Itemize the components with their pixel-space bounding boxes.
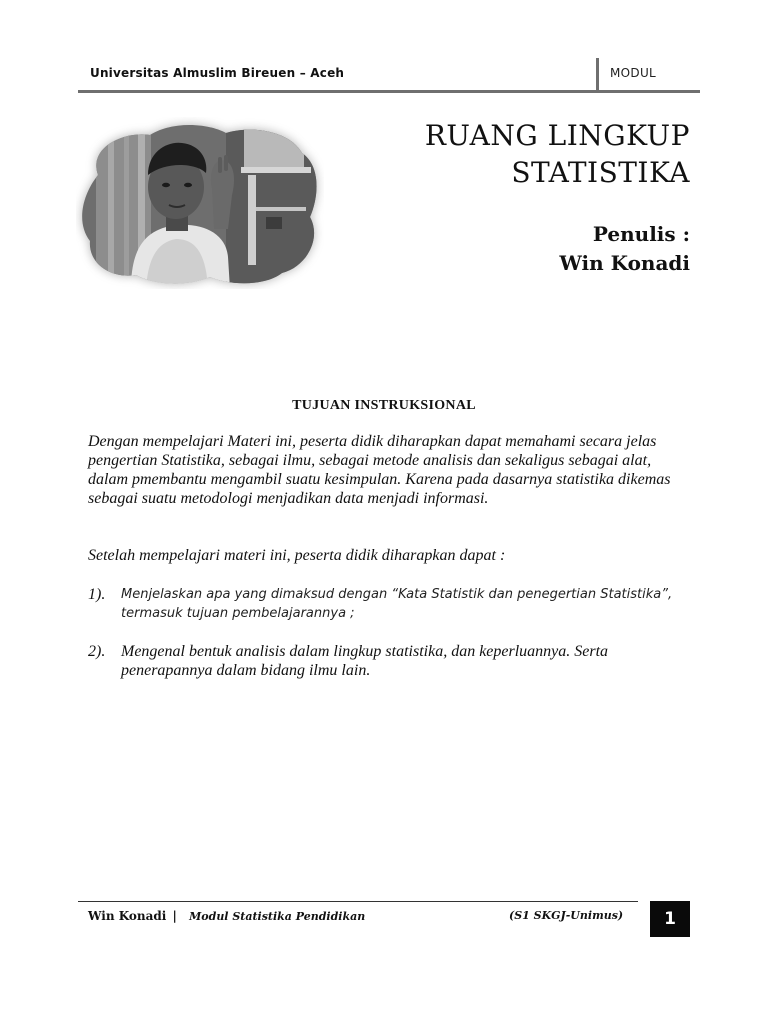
author-name: Win Konadi <box>559 251 690 275</box>
list-item-number: 1). <box>88 586 106 603</box>
footer-divider <box>78 901 638 902</box>
page-number: 1 <box>650 901 690 937</box>
title-line-1: RUANG LINGKUP <box>424 119 690 152</box>
footer-module-title: Modul Statistika Pendidikan <box>189 910 366 923</box>
document-title <box>425 117 690 191</box>
footer-left <box>88 909 365 923</box>
title-line-2: STATISTIKA <box>511 156 690 189</box>
header-divider <box>596 58 599 90</box>
list-item-number: 2). <box>88 643 106 660</box>
footer-author: Win Konadi <box>88 909 167 923</box>
author-label: Penulis : <box>592 222 690 246</box>
section-heading: TUJUAN INSTRUKSIONAL <box>292 398 476 413</box>
objectives-lead-paragraph: Setelah mempelajari materi ini, peserta didik diharapkan dapat : <box>88 547 506 564</box>
footer-separator: | <box>172 909 177 923</box>
section-label: MODUL <box>610 66 657 80</box>
intro-paragraph: Dengan mempelajari Materi ini, peserta didik diharapkan dapat memahami secara jelas pengertian Statistika, sebagai ilmu, sebagai metode analisis dan sekaligus sebagai alat, dalam pmembantu mengambil suatu kesimpulan. Karena pada dasarnya statistika dikemas sebagai suatu metodologi menjadikan data menjadi informasi. <box>88 433 671 507</box>
footer-program: (S1 SKGJ-Unimus) <box>509 909 624 922</box>
portrait-photo <box>76 117 324 289</box>
list-item-text: Menjelaskan apa yang dimaksud dengan “Kata Statistik dan penegertian Statistika”, termasuk tujuan pembelajarannya ; <box>121 587 673 621</box>
list-item-text: Mengenal bentuk analisis dalam lingkup statistika, dan keperluannya. Serta penerapannya dalam bidang ilmu lain. <box>121 643 609 679</box>
page-header <box>78 58 700 93</box>
institution-name: Universitas Almuslim Bireuen – Aceh <box>90 66 345 80</box>
